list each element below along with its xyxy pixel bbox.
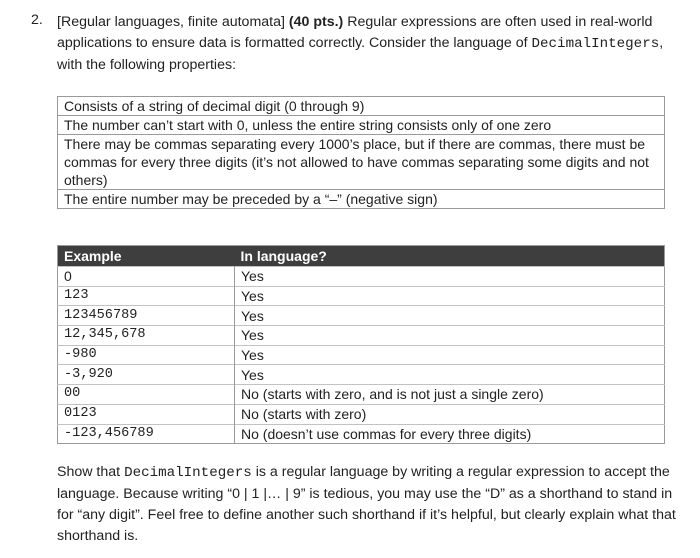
language-name: DecimalIntegers xyxy=(531,36,660,52)
column-header-in-language: In language? xyxy=(235,246,665,267)
example-cell: 123 xyxy=(58,286,235,306)
property-row: There may be commas separating every 1000’s place, but if there are commas, there must be commas for every three digits (it’s not allowed to have commas separating some digits and not others) xyxy=(58,135,665,190)
table-row xyxy=(58,345,665,365)
points-label: (40 pts.) xyxy=(288,14,344,30)
result-cell: No (doesn’t use commas for every three digits) xyxy=(235,424,665,444)
result-cell: Yes xyxy=(235,286,665,306)
result-cell: Yes xyxy=(235,345,665,365)
property-row: The entire number may be preceded by a “–” (negative sign) xyxy=(64,191,438,207)
table-row xyxy=(58,385,665,405)
table-row xyxy=(58,365,665,385)
example-cell: -3,920 xyxy=(58,365,235,385)
intro-text-2: , with the following properties: xyxy=(57,35,664,73)
property-row: The number can’t start with 0, unless the entire string consists only of one zero xyxy=(58,116,665,135)
example-cell: 12,345,678 xyxy=(58,326,235,346)
table-header-row xyxy=(58,246,665,267)
result-cell: No (starts with zero) xyxy=(235,404,665,424)
property-row: Consists of a string of decimal digit (0 through 9) xyxy=(58,97,665,116)
intro-text: Regular expressions are often used in real-world applications to ensure data is formatted correctly. Consider the language of xyxy=(57,14,653,51)
result-cell: No (starts with zero, and is not just a single zero) xyxy=(235,385,665,405)
topic-label: [Regular languages, finite automata] xyxy=(57,14,285,30)
question-prompt xyxy=(57,462,687,547)
table-row xyxy=(58,326,665,346)
table-row xyxy=(58,286,665,306)
result-cell: Yes xyxy=(235,365,665,385)
example-cell: 0123 xyxy=(58,404,235,424)
table-row xyxy=(58,267,665,287)
closing-text-2: is a regular language by writing a regular expression to accept the language. Because writing “0 | 1 |… | 9” is tedious, you may use the “D” as a shorthand to stand in for “any digit”. Feel free to define another such shorthand if it’s helpful, but clearly explain what that shorthand is. xyxy=(57,464,676,544)
examples-table xyxy=(57,245,665,444)
result-cell: Yes xyxy=(235,267,665,287)
result-cell: Yes xyxy=(235,326,665,346)
language-name: DecimalIntegers xyxy=(124,465,252,481)
table-row xyxy=(58,404,665,424)
table-row xyxy=(58,306,665,326)
example-cell: -123,456789 xyxy=(58,424,235,444)
example-cell: 0 xyxy=(58,267,235,287)
example-cell: -980 xyxy=(58,345,235,365)
properties-table xyxy=(57,96,665,209)
question-number: 2. xyxy=(31,12,43,28)
column-header-example: Example xyxy=(58,246,235,267)
closing-text: Show that xyxy=(57,464,121,480)
example-cell: 123456789 xyxy=(58,306,235,326)
question-intro xyxy=(57,12,687,76)
result-cell: Yes xyxy=(235,306,665,326)
table-row xyxy=(58,424,665,444)
example-cell: 00 xyxy=(58,385,235,405)
